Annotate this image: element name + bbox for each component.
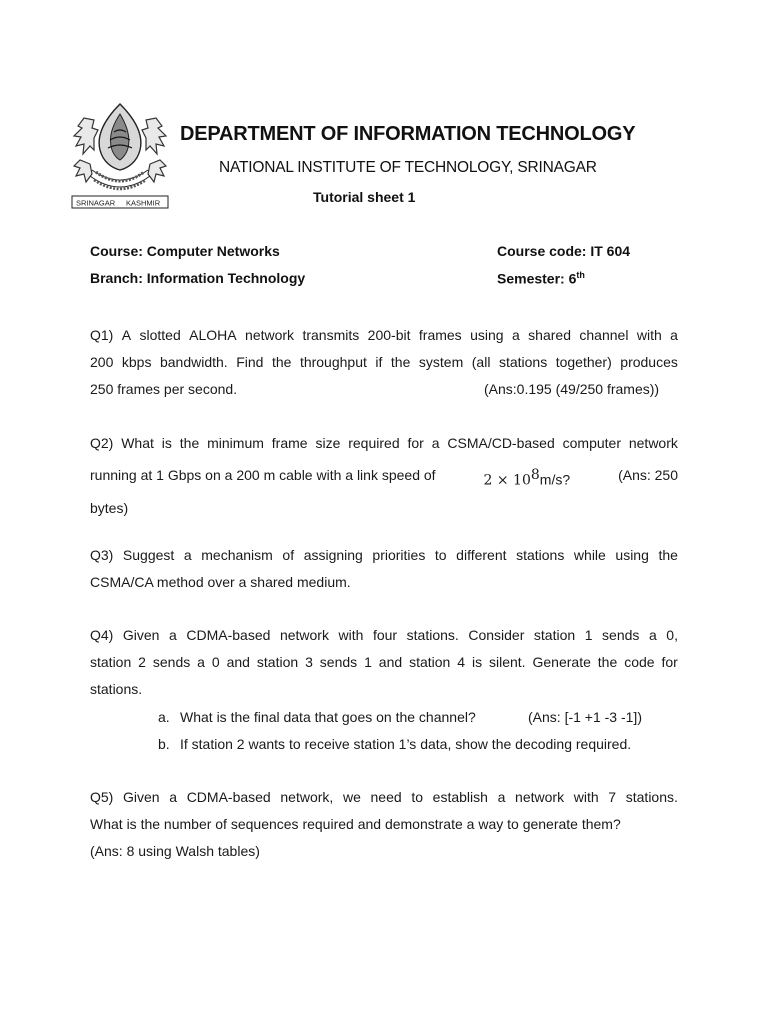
q2-speed-unit: m/s? — [539, 471, 571, 488]
q2-speed-exponent: 8 — [530, 467, 540, 483]
institute-name: NATIONAL INSTITUTE OF TECHNOLOGY, SRINAGAR — [219, 159, 597, 176]
department-title: DEPARTMENT OF INFORMATION TECHNOLOGY — [180, 123, 636, 145]
question-1 — [90, 322, 678, 403]
q4-part-b-marker: b. — [158, 736, 170, 752]
q5-line-2 — [90, 811, 678, 838]
q1-line-1: Q1) A slotted ALOHA network transmits 200-bit frames using a shared channel with a — [90, 327, 678, 343]
q5-line-2-text: What is the number of sequences required and demonstrate a way to generate them? — [90, 816, 621, 832]
q1-line-3 — [90, 376, 678, 403]
semester-label: Semester: 6 — [497, 270, 577, 287]
question-3 — [90, 542, 678, 596]
q4-part-a-text: What is the final data that goes on the channel? — [180, 709, 476, 725]
q2-line-3 — [90, 495, 678, 522]
institute-emblem-icon — [70, 100, 170, 212]
q2-answer: (Ans: 250 — [618, 467, 678, 483]
q4-part-b-text: If station 2 wants to receive station 1’s data, show the decoding required. — [180, 736, 632, 752]
q4-line-1: Q4) Given a CDMA-based network with four stations. Consider station 1 sends a 0, — [90, 627, 678, 643]
q2-line-3-text: bytes) — [90, 499, 129, 516]
q5-line-3-text: (Ans: 8 using Walsh tables) — [90, 843, 260, 859]
institute-logo — [70, 100, 170, 212]
question-4 — [90, 622, 678, 703]
course-name: Course: Computer Networks — [90, 243, 280, 259]
semester-suffix: th — [576, 270, 585, 280]
q5-line-3 — [90, 838, 678, 865]
q3-line-2-text: CSMA/CA method over a shared medium. — [90, 574, 351, 590]
q4-line-2: station 2 sends a 0 and station 3 sends 1 and station 4 is silent. Generate the code for — [90, 654, 678, 670]
q2-speed-math: 2 × 10 — [483, 472, 531, 489]
q2-line-1: Q2) What is the minimum frame size required for a CSMA/CD-based computer network — [90, 435, 678, 451]
q5-line-1: Q5) Given a CDMA-based network, we need to establish a network with 7 stations. — [90, 789, 678, 805]
branch: Branch: Information Technology — [90, 270, 306, 286]
q1-answer: (Ans:0.195 (49/250 frames)) — [484, 381, 660, 397]
q1-line-3-text: 250 frames per second. — [90, 381, 238, 397]
q3-line-2 — [90, 569, 678, 596]
q2-line-2 — [90, 462, 678, 495]
q2-speed — [484, 462, 571, 495]
q4-part-a-answer: (Ans: [-1 +1 -3 -1]) — [528, 709, 642, 725]
question-5 — [90, 784, 678, 865]
q4-part-a-marker: a. — [158, 709, 170, 725]
q4-part-a — [158, 709, 476, 725]
semester — [497, 270, 585, 287]
logo-text-right: KASHMIR — [126, 198, 161, 208]
question-2 — [90, 430, 678, 522]
course-code: Course code: IT 604 — [497, 243, 631, 259]
q1-line-2: 200 kbps bandwidth. Find the throughput if the system (all stations together) produces — [90, 354, 678, 370]
q4-line-3-text: stations. — [90, 681, 143, 697]
q2-line-2-text: running at 1 Gbps on a 200 m cable with a link speed of — [90, 467, 436, 483]
q4-line-3 — [90, 676, 678, 703]
q3-line-1: Q3) Suggest a mechanism of assigning priorities to different stations while using the — [90, 547, 678, 563]
q4-part-b — [158, 736, 631, 752]
logo-text-left: SRINAGAR — [76, 198, 116, 208]
sheet-title: Tutorial sheet 1 — [313, 189, 416, 205]
